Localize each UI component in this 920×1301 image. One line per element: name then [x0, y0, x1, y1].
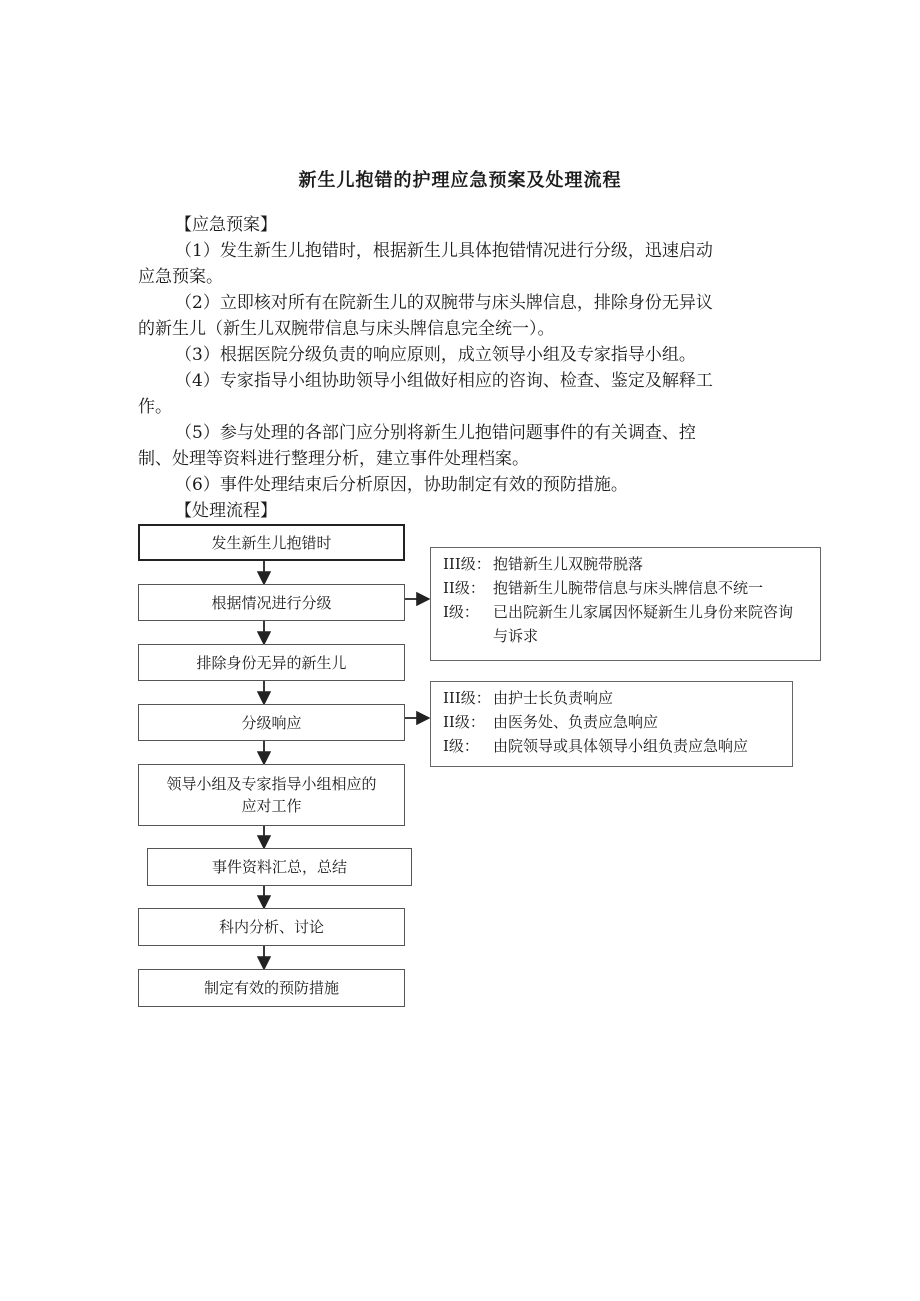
- plan-item-5-line1: （5）参与处理的各部门应分别将新生儿抱错问题事件的有关调查、控: [175, 423, 696, 443]
- document-title: 新生儿抱错的护理应急预案及处理流程: [298, 170, 622, 191]
- flow-step-5-line1: 领导小组及专家指导小组相应的: [166, 775, 377, 793]
- flow-step-2: 根据情况进行分级: [138, 584, 405, 621]
- grading-desc: 抱错新生儿双腕带脱落: [493, 555, 644, 573]
- plan-heading: 【应急预案】: [175, 215, 277, 235]
- grading-box: [430, 547, 821, 661]
- grading-desc: 已出院新生儿家属因怀疑新生儿身份来院咨询与诉求: [493, 603, 794, 645]
- plan-item-6: （6）事件处理结束后分析原因，协助制定有效的预防措施。: [175, 475, 628, 495]
- plan-item-1-line2: 应急预案。: [138, 267, 223, 287]
- grading-level: III级：: [443, 555, 491, 573]
- flow-step-3: 排除身份无异的新生儿: [138, 644, 405, 681]
- flow-step-8: 制定有效的预防措施: [138, 969, 405, 1007]
- plan-item-4-line1: （4）专家指导小组协助领导小组做好相应的咨询、检查、鉴定及解释工: [175, 371, 713, 391]
- response-level: III级：: [443, 689, 491, 707]
- flow-heading: 【处理流程】: [175, 501, 277, 521]
- flow-step-7: 科内分析、讨论: [138, 908, 405, 946]
- grading-level: I级：: [443, 603, 479, 621]
- response-desc: 由院领导或具体领导小组负责应急响应: [493, 737, 749, 755]
- response-level: II级：: [443, 713, 485, 731]
- flow-step-5-line2: 应对工作: [241, 797, 302, 815]
- response-desc: 由医务处、负责应急响应: [493, 713, 659, 731]
- grading-row: [443, 576, 812, 600]
- flow-step-6: 事件资料汇总，总结: [147, 848, 412, 886]
- plan-item-4-line2: 作。: [138, 397, 172, 417]
- response-box: [430, 681, 793, 767]
- response-desc: 由护士长负责响应: [493, 689, 614, 707]
- plan-item-1-line1: （1）发生新生儿抱错时，根据新生儿具体抱错情况进行分级，迅速启动: [175, 241, 713, 261]
- plan-item-3: （3）根据医院分级负责的响应原则，成立领导小组及专家指导小组。: [175, 345, 696, 365]
- plan-item-5-line2: 制、处理等资料进行整理分析，建立事件处理档案。: [138, 449, 529, 469]
- flow-step-5: [138, 764, 405, 826]
- plan-item-2-line2: 的新生儿（新生儿双腕带信息与床头牌信息完全统一）。: [138, 319, 555, 339]
- response-row: [443, 734, 784, 758]
- response-level: I级：: [443, 737, 479, 755]
- flow-step-1: 发生新生儿抱错时: [138, 524, 405, 561]
- response-row: [443, 686, 784, 710]
- plan-item-2-line1: （2）立即核对所有在院新生儿的双腕带与床头牌信息，排除身份无异议: [175, 293, 713, 313]
- grading-level: II级：: [443, 579, 485, 597]
- flow-step-4: 分级响应: [138, 704, 405, 741]
- grading-desc: 抱错新生儿腕带信息与床头牌信息不统一: [493, 579, 764, 597]
- response-row: [443, 710, 784, 734]
- grading-row: [443, 552, 812, 576]
- grading-row: [443, 600, 812, 648]
